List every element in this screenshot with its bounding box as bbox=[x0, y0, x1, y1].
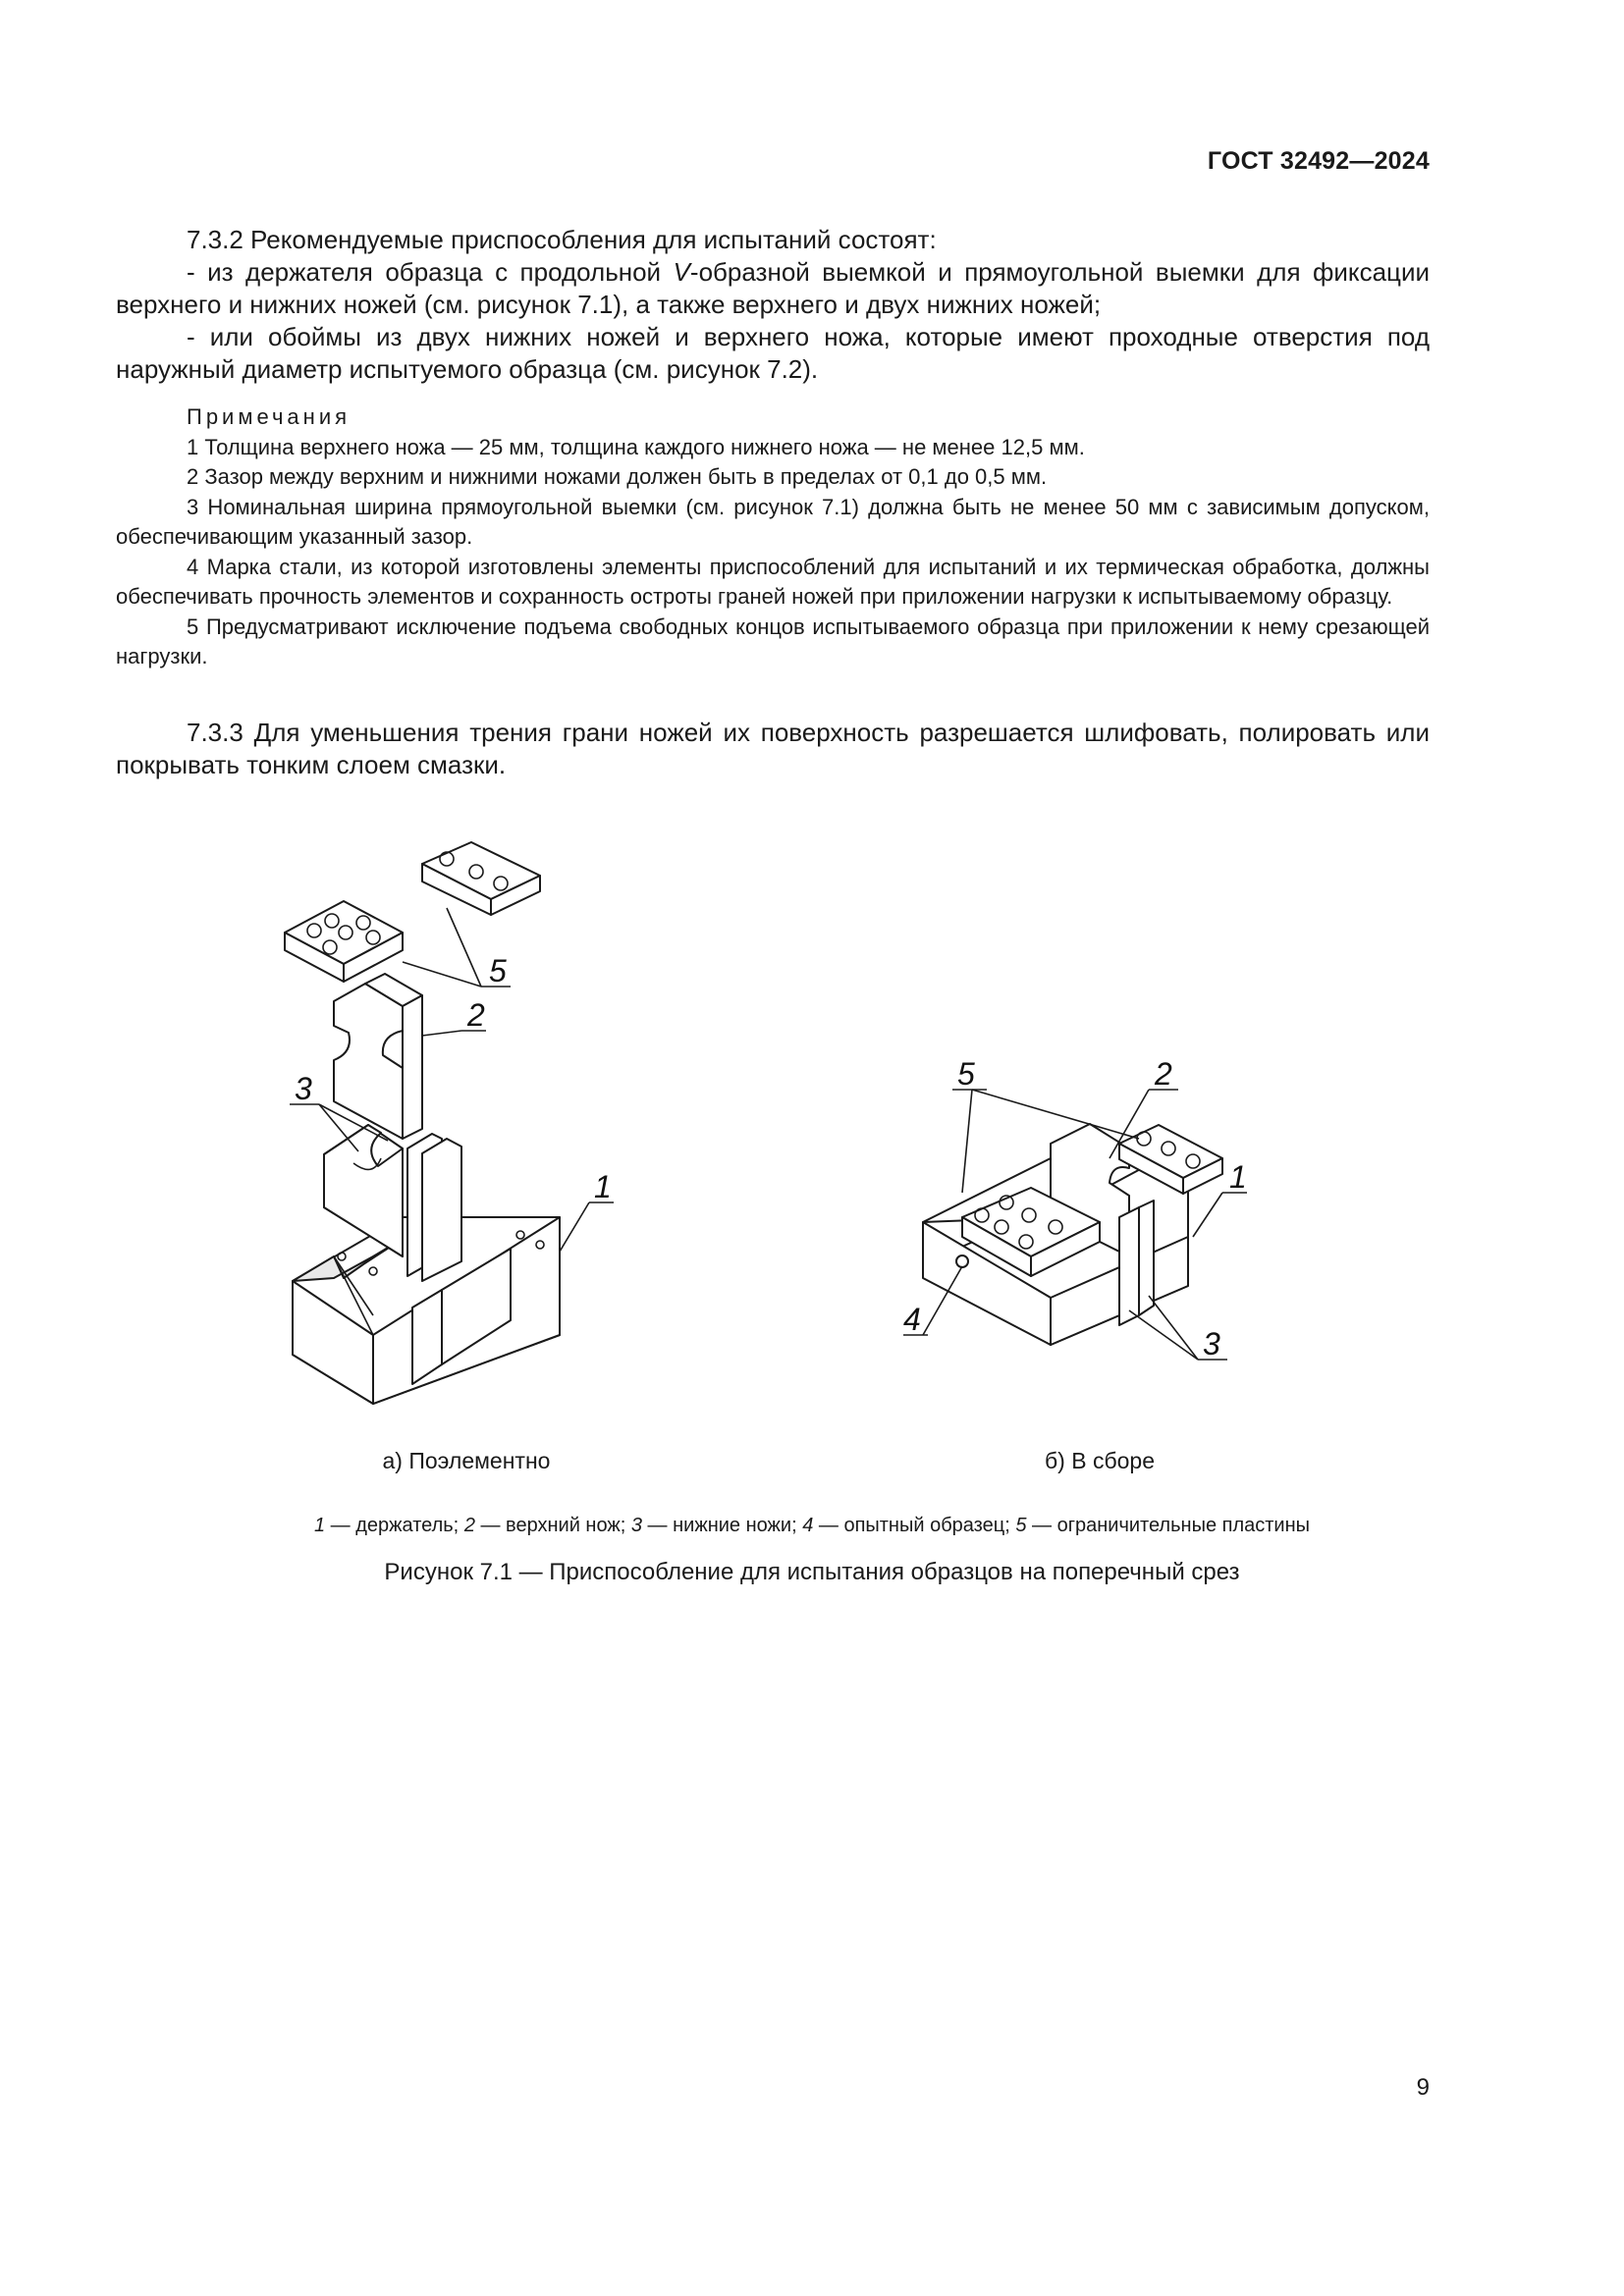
figure-legend bbox=[0, 1515, 1624, 1537]
section-7-3-3-text: 7.3.3 Для уменьшения трения грани ножей их поверхность разрешается шлифовать, полировать или покрывать тонким слоем смазки. bbox=[116, 718, 1430, 779]
legend-text: — ограничительные пластины bbox=[1026, 1515, 1310, 1536]
legend-num: 2 bbox=[463, 1515, 475, 1536]
callout-3-left: 3 bbox=[295, 1071, 312, 1106]
callout-1-left: 1 bbox=[594, 1169, 612, 1204]
notes-block bbox=[116, 402, 1430, 672]
item1-prefix: - из держателя образца с продольной bbox=[187, 257, 674, 287]
callout-5-right: 5 bbox=[957, 1056, 975, 1092]
item1-rest: -образной выемкой и прямоугольной выемки для фиксации верхнего и нижних ножей (см. рисунок 7.1), а также верхнего и двух нижних ножей; bbox=[116, 257, 1430, 319]
caption-a: а) Поэлементно bbox=[382, 1448, 551, 1473]
exploded-view bbox=[285, 842, 614, 1404]
legend-text: — опытный образец; bbox=[813, 1515, 1016, 1536]
callout-3-right: 3 bbox=[1203, 1326, 1220, 1362]
notes-heading: Примечания bbox=[187, 404, 352, 429]
note-item: 4 Марка стали, из которой изготовлены элементы приспособлений для испытаний и их термическая обработка, должны обеспечивать прочность элементов и сохранность остроты граней ножей при приложении нагрузки к испытываемому образцу. bbox=[116, 554, 1430, 609]
legend-num: 1 bbox=[313, 1515, 326, 1536]
caption-b: б) В сборе bbox=[1044, 1448, 1155, 1473]
legend-text: — нижние ножи; bbox=[641, 1515, 803, 1536]
specimen-mark bbox=[956, 1255, 968, 1267]
section-7-3-3 bbox=[116, 717, 1430, 781]
note-item: 3 Номинальная ширина прямоугольной выемки (см. рисунок 7.1) должна быть не менее 50 мм с зависимым допуском, обеспечивающим указанный зазор. bbox=[116, 494, 1430, 549]
assembled-view bbox=[903, 1056, 1247, 1362]
callout-2-right: 2 bbox=[1155, 1056, 1172, 1092]
legend-num: 5 bbox=[1015, 1515, 1027, 1536]
note-item: 2 Зазор между верхним и нижними ножами должен быть в пределах от 0,1 до 0,5 мм. bbox=[187, 464, 1048, 489]
legend-text: — держатель; bbox=[325, 1515, 464, 1536]
section-7-3-2 bbox=[116, 224, 1430, 386]
legend-num: 3 bbox=[630, 1515, 642, 1536]
callout-1-right: 1 bbox=[1229, 1159, 1247, 1195]
upper-knife bbox=[334, 974, 422, 1139]
note-item: 1 Толщина верхнего ножа — 25 мм, толщина каждого нижнего ножа — не менее 12,5 мм. bbox=[187, 434, 1085, 459]
callout-5-left: 5 bbox=[489, 953, 507, 988]
page-number: 9 bbox=[1416, 2074, 1430, 2101]
section-item-1 bbox=[116, 256, 1430, 321]
callout-4-right: 4 bbox=[903, 1302, 921, 1337]
legend-text: — верхний нож; bbox=[474, 1515, 631, 1536]
section-intro: 7.3.2 Рекомендуемые приспособления для испытаний состоят: bbox=[187, 225, 937, 254]
section-item-2: - или обоймы из двух нижних ножей и верхнего ножа, которые имеют проходные отверстия под наружный диаметр испытуемого образца (см. рисунок 7.2). bbox=[116, 322, 1430, 384]
figure-title: Рисунок 7.1 — Приспособление для испытания образцов на поперечный срез bbox=[384, 1559, 1240, 1585]
lower-knives-assembled bbox=[1119, 1201, 1154, 1325]
legend-num: 4 bbox=[802, 1515, 814, 1536]
document-standard-header: ГОСТ 32492—2024 bbox=[1207, 147, 1430, 175]
figure-7-1-drawing bbox=[275, 825, 1296, 1433]
callout-2-left: 2 bbox=[467, 997, 485, 1033]
item1-italic: V bbox=[673, 257, 690, 287]
note-item: 5 Предусматривают исключение подъема свободных концов испытываемого образца при приложении к нему срезающей нагрузки. bbox=[116, 614, 1430, 668]
